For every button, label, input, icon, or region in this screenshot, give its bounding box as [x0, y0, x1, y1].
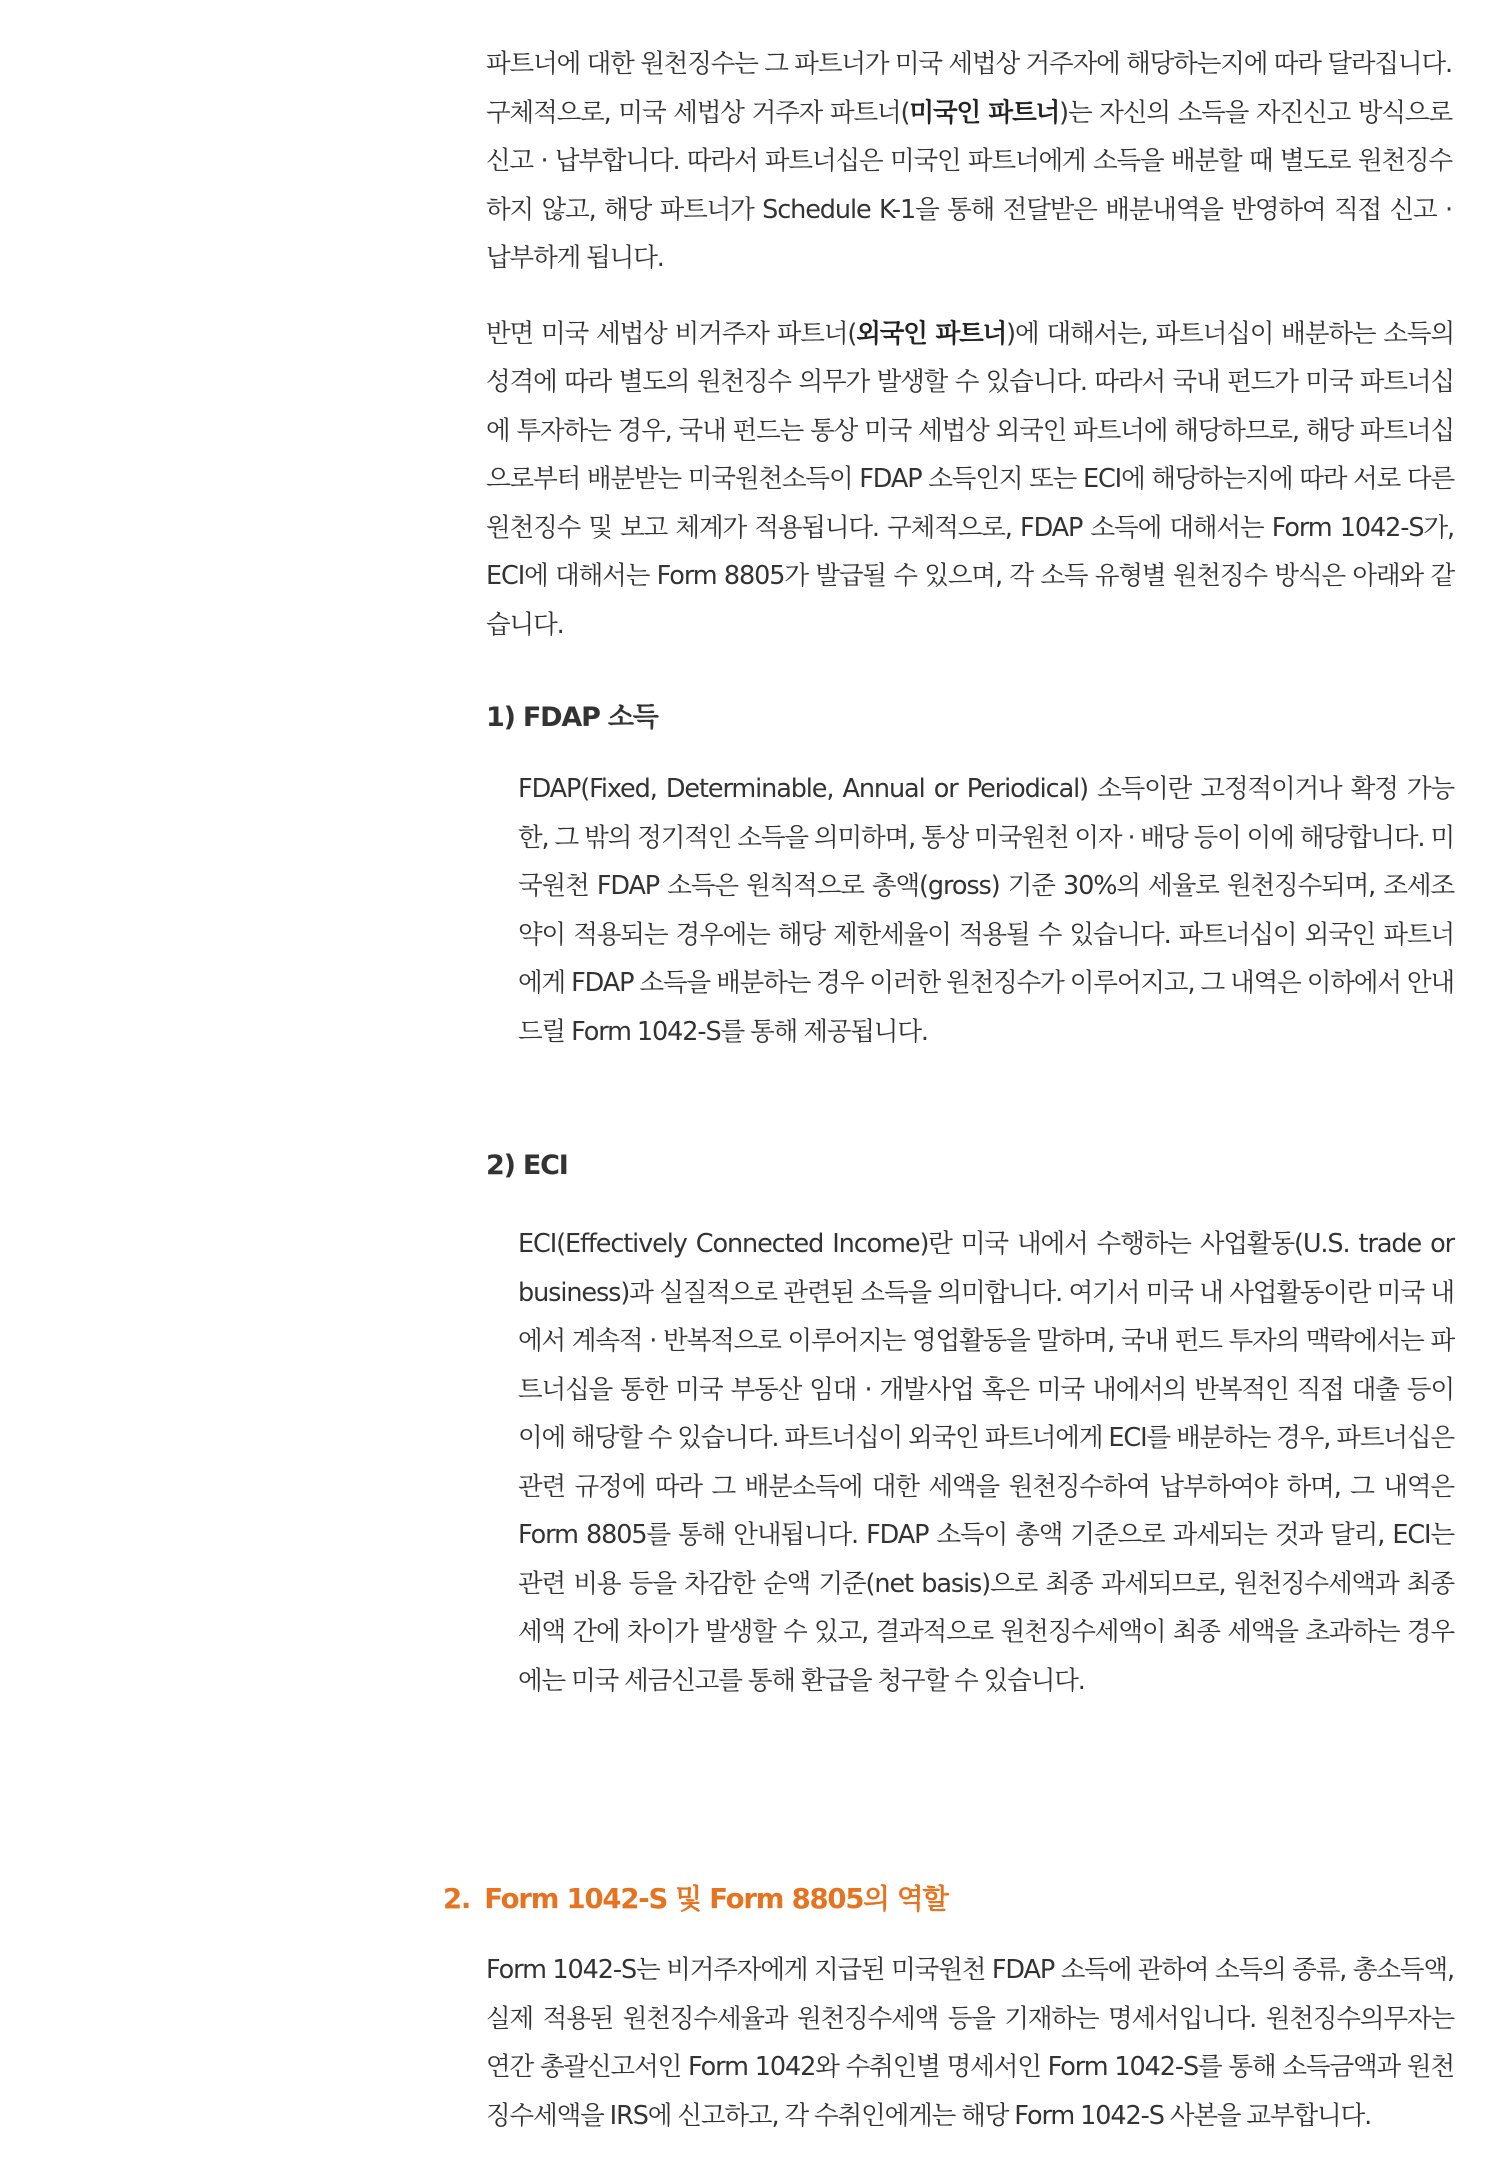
- fdap-paragraph: FDAP(Fixed, Determinable, Annual or Periodical) 소득이란 고정적이거나 확정 가능한, 그 밖의 정기적인 소득을 의미하며, 통상 미국원천 이자 · 배당 등이 이에 해당합니다. 미국원천 FDAP 소득은 원칙적으로 총액(gross) 기준 30%의 세율로 원천징수되며, 조세조약이 적용되는 경우에는 해당 제한세율이 적용될 수 있습니다. 파트너십이 외국인 파트너에게 FDAP 소득을 배분하는 경우 이러한 원천징수가 이루어지고, 그 내역은 이하에서 안내드릴 Form 1042-S를 통해 제공됩니다.: [518, 774, 1454, 1047]
- section-2-title: [443, 1876, 948, 1916]
- intro-p2-text-1: 반면 미국 세법상 비거주자 파트너(: [486, 318, 857, 349]
- section-2-paragraph: Form 1042-S는 비거주자에게 지급된 미국원천 FDAP 소득에 관하여 소득의 종류, 총소득액, 실제 적용된 원천징수세율과 원천징수세액 등을 기재하는 명세서입니다. 원천징수의무자는 연간 총괄신고서인 Form 1042와 수취인별 명세서인 Form 1042-S를 통해 소득금액과 원천징수세액을 IRS에 신고하고, 각 수취인에게는 해당 Form 1042-S 사본을 교부합니다.: [486, 1955, 1454, 2131]
- intro-p2-bold-term: 외국인 파트너: [856, 318, 1007, 349]
- eci-heading: 2) ECI: [486, 1150, 568, 1181]
- intro-paragraph-1: [486, 40, 1452, 283]
- article-body: [443, 40, 1454, 2131]
- section-2-title-text: Form 1042-S 및 Form 8805의 역할: [484, 1883, 948, 1915]
- intro-p1-text-1: 파트너에 대한 원천징수는 그 파트너가 미국 세법상 거주자에 해당하는지에 따라 달라집니다. 구체적으로, 미국 세법상 거주자 파트너(: [486, 49, 1452, 128]
- intro-p1-bold-term: 미국인 파트너: [909, 97, 1060, 128]
- section-2-number: 2.: [443, 1883, 471, 1915]
- intro-p2-text-2: )에 대해서는, 파트너십이 배분하는 소득의 성격에 따라 별도의 원천징수 의무가 발생할 수 있습니다. 따라서 국내 펀드가 미국 파트너십에 투자하는 경우, 국내 펀드는 통상 미국 세법상 외국인 파트너에 해당하므로, 해당 파트너십으로부터 배분받는 미국원천소득이 FDAP 소득인지 또는 ECI에 해당하는지에 따라 서로 다른 원천징수 및 보고 체계가 적용됩니다. 구체적으로, FDAP 소득에 대해서는 Form 1042-S가, ECI에 대해서는 Form 8805가 발급될 수 있으며, 각 소득 유형별 원천징수 방식은 아래와 같습니다.: [486, 318, 1454, 640]
- intro-p1-text-2: )는 자신의 소득을 자진신고 방식으로 신고 · 납부합니다. 따라서 파트너십은 미국인 파트너에게 소득을 배분할 때 별도로 원천징수하지 않고, 해당 파트너가 Schedule K-1을 통해 전달받은 배분내역을 반영하여 직접 신고 · 납부하게 됩니다.: [486, 97, 1453, 273]
- intro-paragraph-2: [486, 310, 1454, 650]
- fdap-heading: 1) FDAP 소득: [486, 702, 658, 733]
- eci-paragraph: ECI(Effectively Connected Income)란 미국 내에서 수행하는 사업활동(U.S. trade or business)과 실질적으로 관련된 소득을 의미합니다. 여기서 미국 내 사업활동이란 미국 내에서 계속적 · 반복적으로 이루어지는 영업활동을 말하며, 국내 펀드 투자의 맥락에서는 파트너십을 통한 미국 부동산 임대 · 개발사업 혹은 미국 내에서의 반복적인 직접 대출 등이 이에 해당할 수 있습니다. 파트너십이 외국인 파트너에게 ECI를 배분하는 경우, 파트너십은 관련 규정에 따라 그 배분소득에 대한 세액을 원천징수하여 납부하여야 하며, 그 내역은 Form 8805를 통해 안내됩니다. FDAP 소득이 총액 기준으로 과세되는 것과 달리, ECI는 관련 비용 등을 차감한 순액 기준(net basis)으로 최종 과세되므로, 원천징수세액과 최종 세액 간에 차이가 발생할 수 있고, 결과적으로 원천징수세액이 최종 세액을 초과하는 경우에는 미국 세금신고를 통해 환급을 청구할 수 있습니다.: [518, 1229, 1454, 1696]
